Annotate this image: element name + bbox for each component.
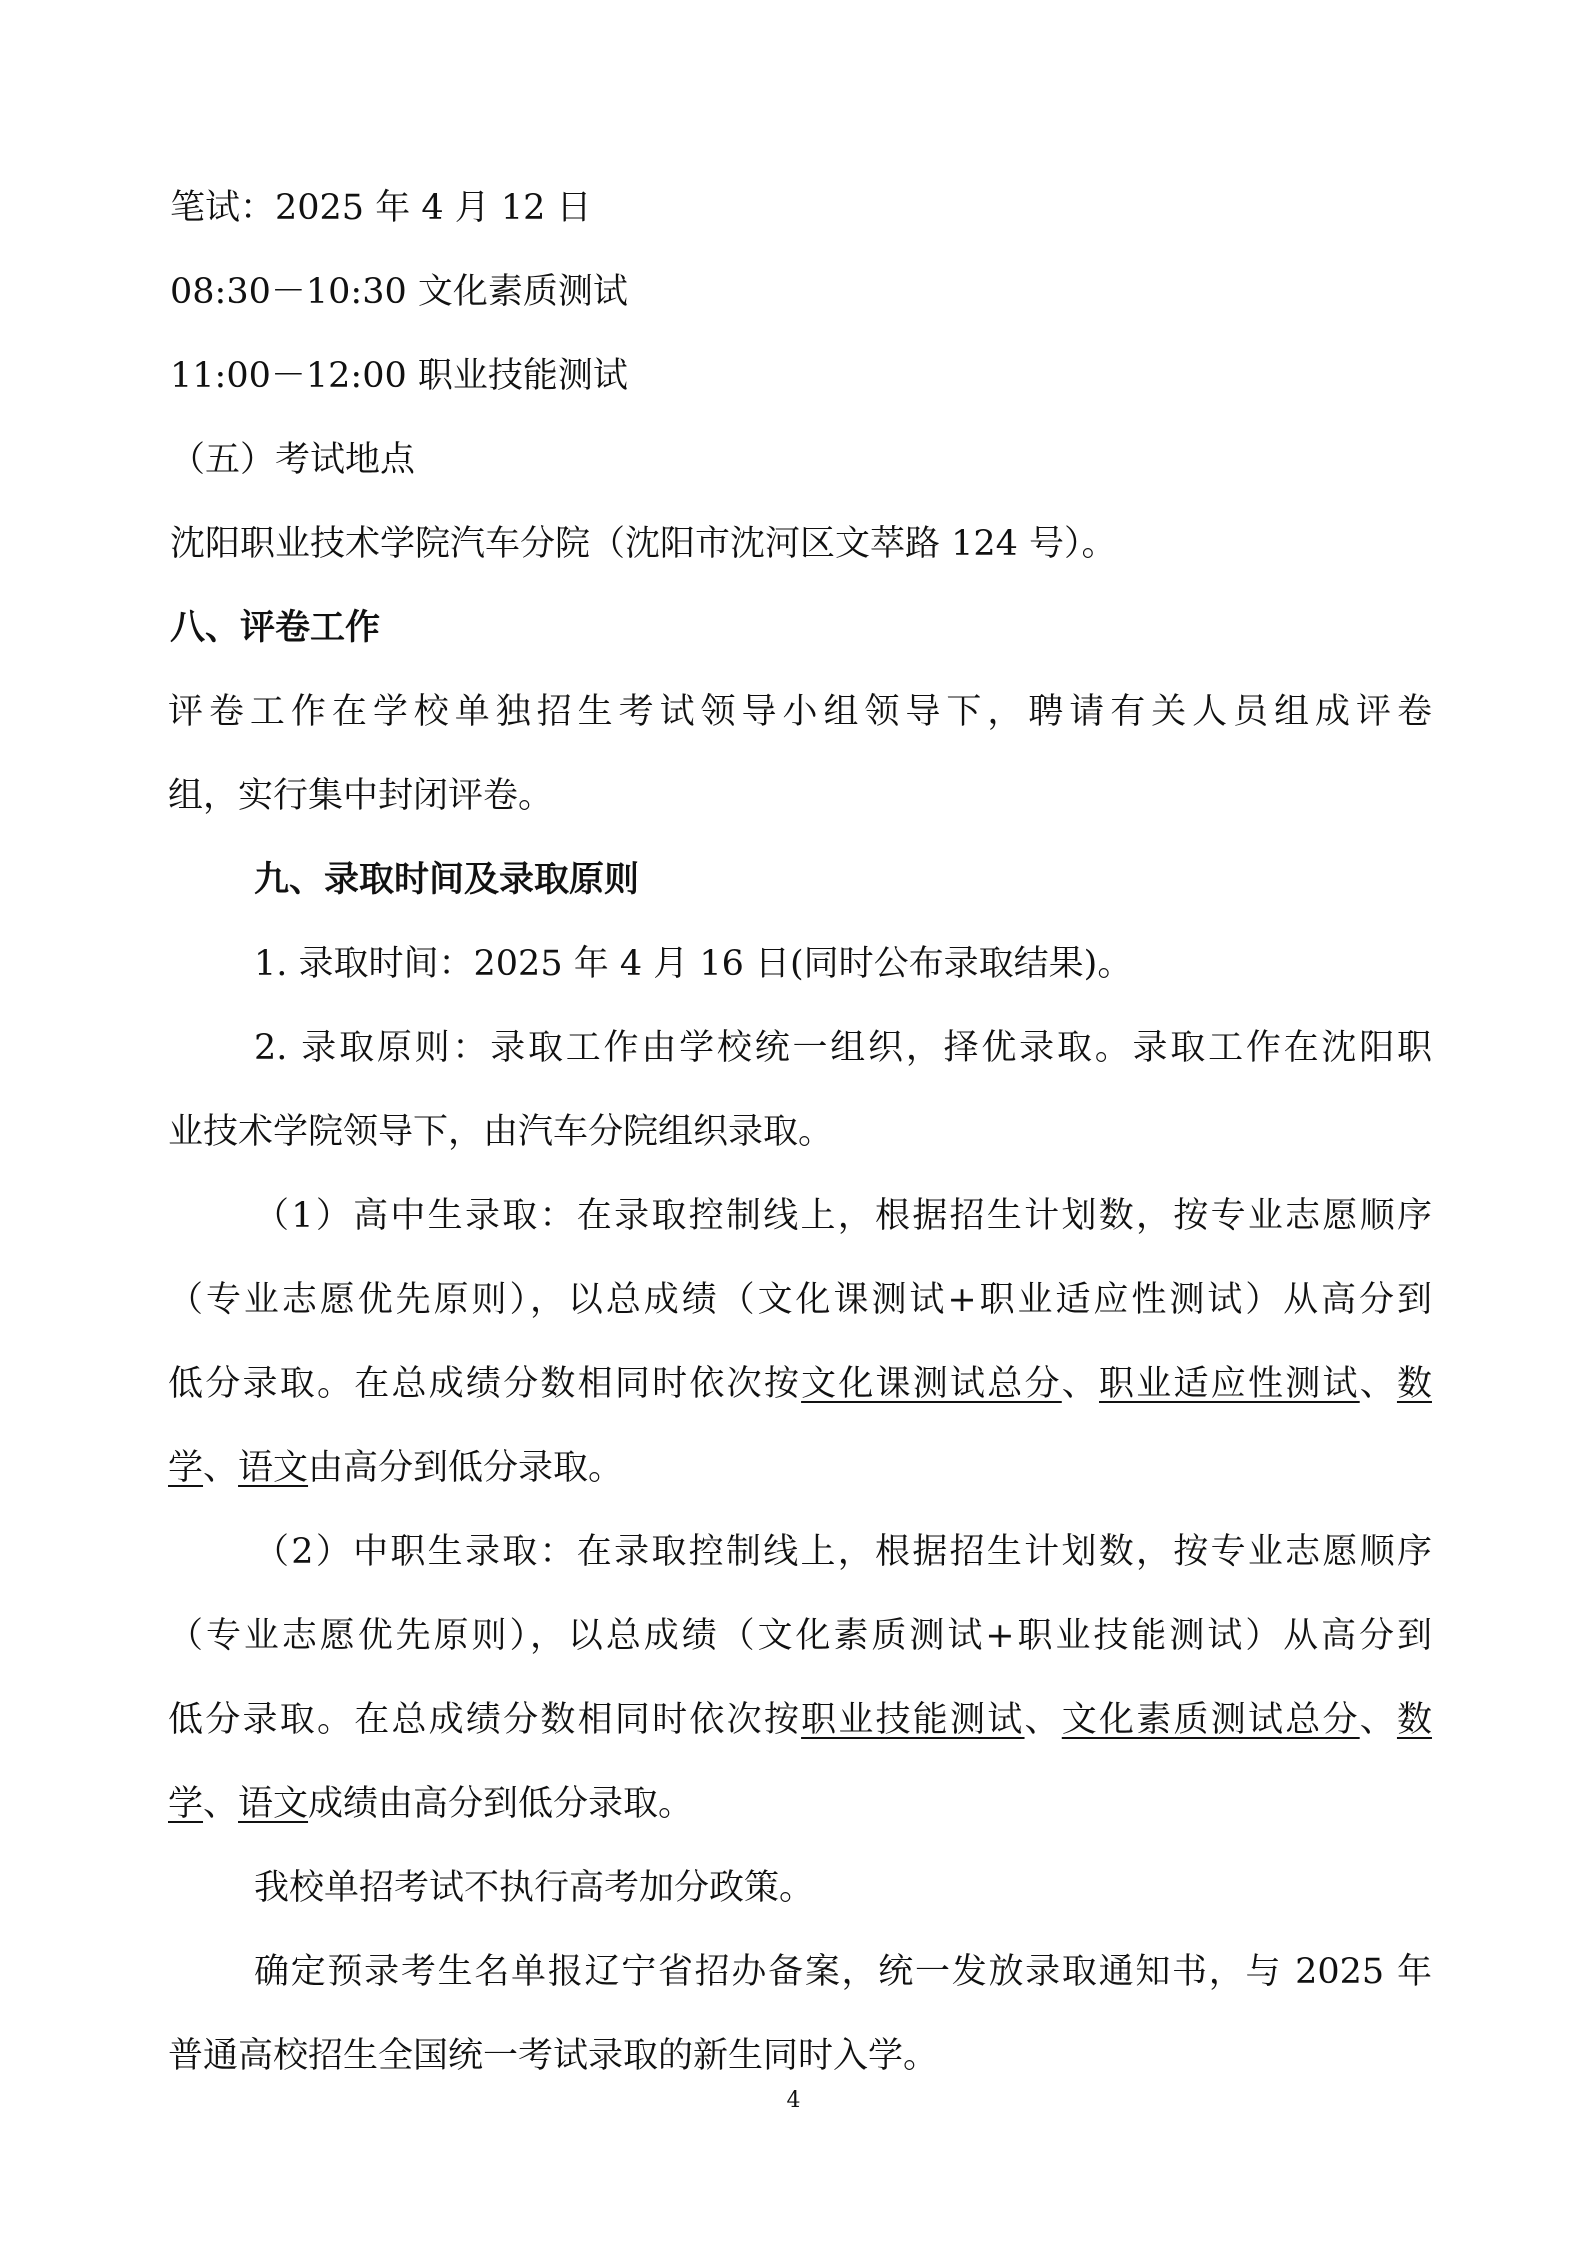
high-school-line-3 xyxy=(168,1362,1432,1406)
underline-vocational-skills: 职业技能测试 xyxy=(801,1700,1025,1740)
underline-chinese: 语文 xyxy=(238,1784,309,1824)
venue-heading: （五）考试地点 xyxy=(170,440,416,480)
underline-math-start: 数 xyxy=(1396,1700,1432,1740)
underline-math-end: 学 xyxy=(168,1784,204,1824)
underline-culture-quality-total: 文化素质测试总分 xyxy=(1061,1700,1360,1740)
high-school-line-2: （专业志愿优先原则），以总成绩（文化课测试+职业适应性测试）从高分到 xyxy=(168,1280,1432,1320)
separator: 、 xyxy=(203,1448,239,1488)
separator: 、 xyxy=(1061,1364,1100,1404)
separator: 、 xyxy=(1359,1700,1397,1740)
admission-principle-line-2: 业技术学院领导下，由汽车分院组织录取。 xyxy=(168,1112,834,1152)
section-8-text-line-2: 组，实行集中封闭评卷。 xyxy=(168,776,554,816)
exam-session-skills: 11:00－12:00 职业技能测试 xyxy=(170,356,628,396)
admission-principle-line-1: 2. 录取原则：录取工作由学校统一组织，择优录取。录取工作在沈阳职 xyxy=(254,1028,1432,1068)
underline-vocational-aptitude: 职业适应性测试 xyxy=(1099,1364,1360,1404)
high-school-line-3-text: 低分录取。在总成绩分数相同时依次按 xyxy=(168,1364,802,1404)
high-school-line-4-text: 由高分到低分录取。 xyxy=(308,1448,624,1488)
separator: 、 xyxy=(1024,1700,1062,1740)
vocational-line-1: （2）中职生录取：在录取控制线上，根据招生计划数，按专业志愿顺序 xyxy=(254,1532,1432,1572)
section-8-text-line-1: 评卷工作在学校单独招生考试领导小组领导下，聘请有关人员组成评卷 xyxy=(168,692,1432,732)
page-number: 4 xyxy=(786,2088,801,2113)
exam-session-culture: 08:30－10:30 文化素质测试 xyxy=(170,272,628,312)
underline-math-end: 学 xyxy=(168,1448,204,1488)
venue-address: 沈阳职业技术学院汽车分院（沈阳市沈河区文萃路 124 号）。 xyxy=(170,524,1117,564)
final-paragraph-line-1: 确定预录考生名单报辽宁省招办备案，统一发放录取通知书，与 2025 年 xyxy=(254,1952,1432,1992)
vocational-line-3 xyxy=(168,1698,1432,1742)
section-9-heading: 九、录取时间及录取原则 xyxy=(254,859,640,900)
high-school-line-1: （1）高中生录取：在录取控制线上，根据招生计划数，按专业志愿顺序 xyxy=(254,1196,1432,1236)
vocational-line-3-text: 低分录取。在总成绩分数相同时依次按 xyxy=(168,1700,802,1740)
written-exam-date: 笔试：2025 年 4 月 12 日 xyxy=(170,188,592,228)
high-school-line-4 xyxy=(168,1446,1432,1490)
separator: 、 xyxy=(1359,1364,1397,1404)
section-8-heading: 八、评卷工作 xyxy=(170,607,381,648)
vocational-line-2: （专业志愿优先原则），以总成绩（文化素质测试+职业技能测试）从高分到 xyxy=(168,1616,1432,1656)
separator: 、 xyxy=(203,1784,239,1824)
vocational-line-4 xyxy=(168,1782,1432,1826)
bonus-policy: 我校单招考试不执行高考加分政策。 xyxy=(254,1868,815,1908)
vocational-line-4-text: 成绩由高分到低分录取。 xyxy=(308,1784,694,1824)
underline-culture-total: 文化课测试总分 xyxy=(801,1364,1062,1404)
admission-time: 1. 录取时间：2025 年 4 月 16 日(同时公布录取结果)。 xyxy=(254,944,1133,984)
underline-chinese: 语文 xyxy=(238,1448,309,1488)
underline-math-start: 数 xyxy=(1396,1364,1432,1404)
final-paragraph-line-2: 普通高校招生全国统一考试录取的新生同时入学。 xyxy=(168,2036,939,2076)
